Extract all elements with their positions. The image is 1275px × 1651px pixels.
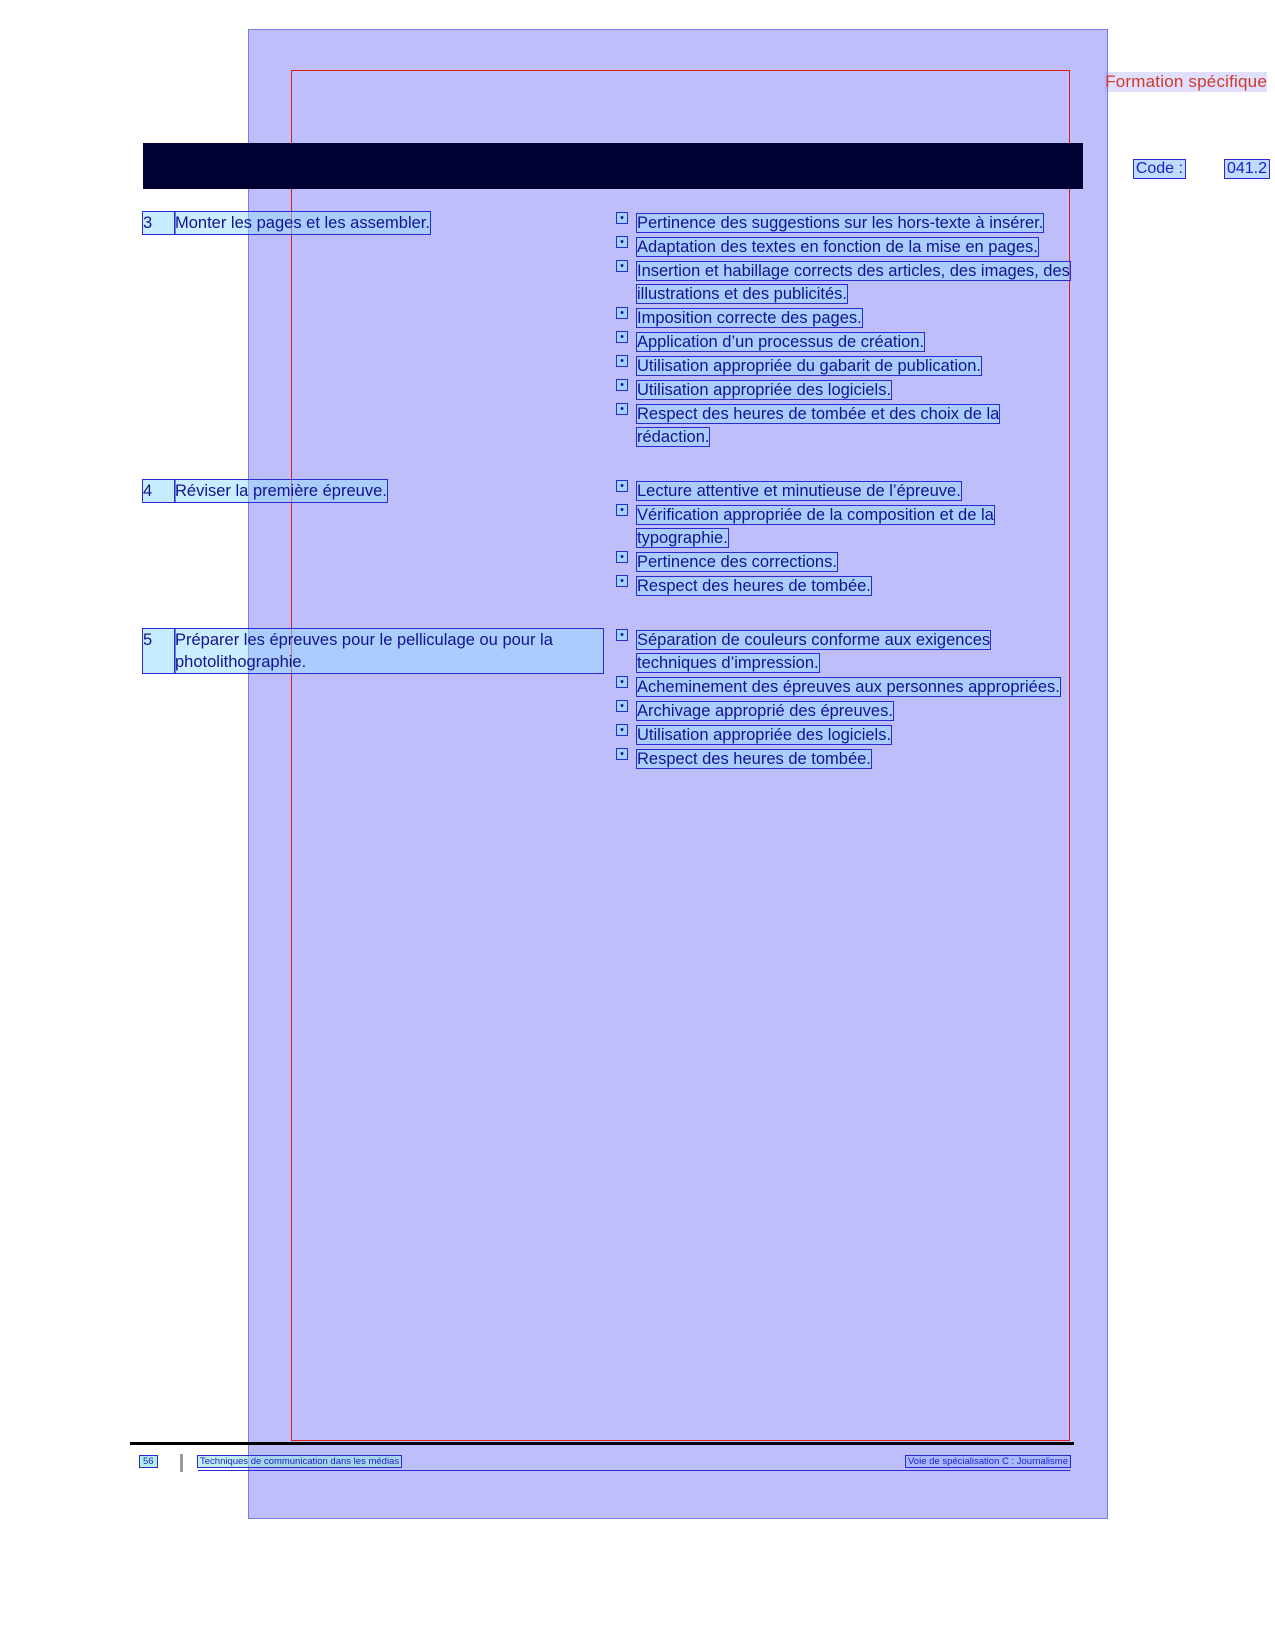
criterion-text: Séparation de couleurs conforme aux exigences techniques d’impression. [637, 631, 991, 672]
list-item [613, 307, 1073, 330]
bullet-icon: • [617, 576, 627, 586]
criterion-text: Adaptation des textes en fonction de la mise en pages. [637, 238, 1038, 256]
bullet-icon: • [617, 308, 627, 318]
bullet-icon: • [617, 356, 627, 366]
criterion-text: Acheminement des épreuves aux personnes appropriées. [637, 678, 1060, 696]
criterion-text: Application d’un processus de création. [637, 333, 925, 351]
list-item [613, 260, 1073, 306]
bullet-icon: • [617, 380, 627, 390]
task-number: 4 [143, 480, 175, 502]
list-item [613, 551, 1073, 574]
page-number: 56 [140, 1456, 157, 1467]
list-item [613, 355, 1073, 378]
criterion-text: Archivage approprié des épreuves. [637, 702, 893, 720]
list-item [613, 575, 1073, 598]
task-number: 5 [143, 629, 175, 673]
task-cell [143, 629, 613, 772]
criteria-cell [613, 629, 1073, 772]
table-row [143, 480, 1083, 599]
criterion-text: Utilisation appropriée des logiciels. [637, 726, 892, 744]
bullet-icon: • [617, 332, 627, 342]
footer [140, 1456, 1070, 1472]
bullet-icon: • [617, 701, 627, 711]
bullet-icon: • [617, 261, 627, 271]
task-number: 3 [143, 212, 175, 234]
task-cell [143, 212, 613, 450]
bullet-icon: • [617, 404, 627, 414]
criterion-text: Insertion et habillage corrects des articles, des images, des illustrations et des publicités. [637, 262, 1070, 303]
list-item [613, 403, 1073, 449]
criterion-text: Pertinence des corrections. [637, 553, 837, 571]
footer-divider [130, 1442, 1074, 1445]
footer-tick-mark [180, 1454, 183, 1472]
footer-right-text: Voie de spécialisation C : Journalisme [907, 1456, 1068, 1467]
list-item [613, 480, 1073, 503]
list-item [613, 504, 1073, 550]
list-item [613, 629, 1073, 675]
list-item [613, 700, 1073, 723]
criterion-text: Utilisation appropriée des logiciels. [637, 381, 892, 399]
task [143, 212, 603, 234]
bullet-icon: • [617, 213, 627, 223]
list-item [613, 379, 1073, 402]
footer-left-text: Techniques de communication dans les médias [200, 1456, 400, 1467]
header-band [143, 143, 1083, 189]
competency-table [143, 212, 1083, 796]
bullet-icon: • [617, 505, 627, 515]
task-label: Réviser la première épreuve. [175, 482, 387, 500]
criteria-cell [613, 480, 1073, 599]
bullet-icon: • [617, 552, 627, 562]
task-label: Monter les pages et les assembler. [175, 214, 430, 232]
list-item [613, 748, 1073, 771]
code-label: Code : [1135, 160, 1183, 177]
list-item [613, 236, 1073, 259]
code-group [1134, 160, 1269, 178]
criteria-list [613, 212, 1073, 449]
bullet-icon: • [617, 481, 627, 491]
bullet-icon: • [617, 677, 627, 687]
table-row [143, 629, 1083, 772]
bullet-icon: • [617, 725, 627, 735]
task-label: Préparer les épreuves pour le pelliculage ou pour la photolithographie. [175, 629, 603, 673]
list-item [613, 724, 1073, 747]
bullet-icon: • [617, 237, 627, 247]
list-item [613, 676, 1073, 699]
criteria-list [613, 629, 1073, 771]
task-cell [143, 480, 613, 599]
task [143, 629, 603, 673]
section-label: Formation spécifique [1105, 72, 1267, 91]
list-item [613, 212, 1073, 235]
bullet-icon: • [617, 749, 627, 759]
code-value: 041.2 [1226, 160, 1267, 177]
list-item [613, 331, 1073, 354]
criterion-text: Pertinence des suggestions sur les hors-texte à insérer. [637, 214, 1044, 232]
criterion-text: Vérification appropriée de la composition et de la typographie. [637, 506, 994, 547]
footer-underline [198, 1470, 1070, 1471]
criterion-text: Respect des heures de tombée et des choix de la rédaction. [637, 405, 1000, 446]
criterion-text: Respect des heures de tombée. [637, 577, 871, 595]
criterion-text: Imposition correcte des pages. [637, 309, 862, 327]
criterion-text: Respect des heures de tombée. [637, 750, 871, 768]
bullet-icon: • [617, 630, 627, 640]
criteria-cell [613, 212, 1073, 450]
task [143, 480, 603, 502]
criteria-list [613, 480, 1073, 598]
criterion-text: Utilisation appropriée du gabarit de publication. [637, 357, 981, 375]
table-row [143, 212, 1083, 450]
criterion-text: Lecture attentive et minutieuse de l’épreuve. [637, 482, 961, 500]
